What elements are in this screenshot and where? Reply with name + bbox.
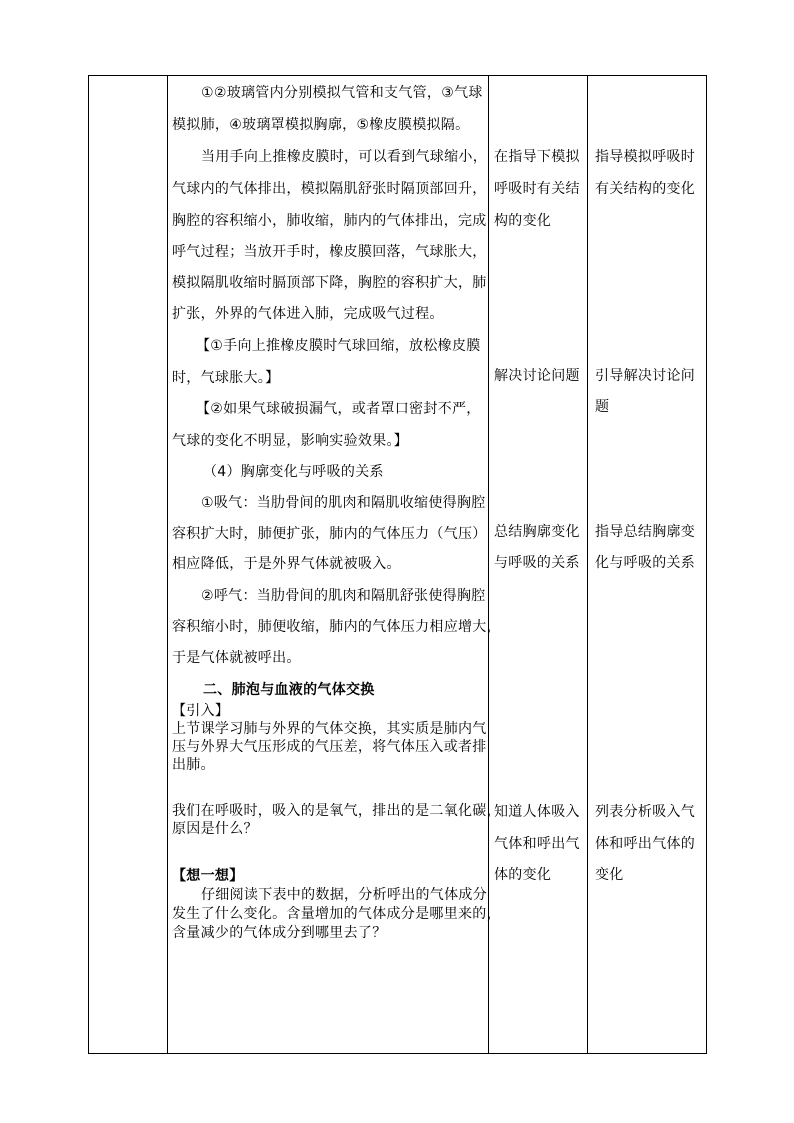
content-line: 模拟隔肌收缩时膈顶部下降，胸腔的容积扩大，肺 (172, 275, 487, 291)
question-line: 我们在呼吸时，吸入的是氧气，排出的是二氧化碳， (172, 803, 501, 819)
teacher-note-line: 列表分析吸入气 (595, 804, 696, 820)
content-line: ①吸气：当肋骨间的肌肉和隔肌收缩使得胸腔 (201, 495, 486, 511)
think-tag: 【想一想】 (172, 868, 244, 884)
intro-line: 压与外界大气压形成的气压差，将气体压入或者排 (172, 739, 487, 755)
content-line: 容积缩小时，肺便收缩，肺内的气体压力相应增大， (172, 619, 501, 635)
teacher-note-line: 指导模拟呼吸时 (595, 149, 696, 165)
student-activity-line: 与呼吸的关系 (494, 555, 580, 571)
content-line: ①②玻璃管内分别模拟气管和支气管，③气球 (201, 85, 483, 101)
student-activity-line: 在指导下模拟 (494, 149, 580, 165)
content-line: 气球内的气体排出，模拟隔肌舒张时隔顶部回升， (172, 181, 487, 197)
intro-line: 出肺。 (172, 757, 215, 773)
content-line: 胸腔的容积缩小，肺收缩，肺内的气体排出，完成 (172, 213, 487, 229)
content-line: 相应降低，于是外界气体就被吸入。 (172, 556, 401, 572)
teacher-note-line: 变化 (595, 867, 624, 883)
content-line: 呼气过程；当放开手时，橡皮膜回落，气球胀大， (172, 244, 487, 260)
content-line: 于是气体就被呼出。 (172, 650, 301, 666)
content-line: 时，气球胀大。】 (172, 370, 280, 386)
student-activity-line: 总结胸廓变化 (494, 524, 580, 540)
table-right-border (706, 75, 707, 1054)
think-line: 仔细阅读下表中的数据，分析呼出的气体成分 (201, 887, 487, 903)
content-line: 气球的变化不明显，影响实验效果。】 (172, 433, 409, 449)
content-line: 当用手向上推橡皮膜时，可以看到气球缩小， (201, 149, 487, 165)
think-line: 含量减少的气体成分到哪里去了？ (172, 925, 387, 941)
think-line: 发生了什么变化。含量增加的气体成分是哪里来的， (172, 906, 501, 922)
table-bottom-border (88, 1053, 707, 1054)
teacher-note-line: 引导解决讨论问 (595, 368, 696, 384)
teacher-note-line: 题 (595, 399, 610, 415)
content-line: 【②如果气球破损漏气，或者罩口密封不严， (196, 401, 481, 417)
content-line: 模拟肺，④玻璃罩模拟胸廓，⑤橡皮膜模拟隔。 (172, 117, 470, 133)
section-subheading: （4）胸廓变化与呼吸的关系 (203, 464, 384, 480)
content-line: 【①手向上推橡皮膜时气球回缩，放松橡皮膜 (196, 338, 481, 354)
student-activity-line: 知道人体吸入 (494, 804, 580, 820)
content-line: 容积扩大时，肺便扩张，肺内的气体压力（气压） (172, 526, 487, 542)
table-left-border (88, 75, 89, 1054)
student-activity-line: 构的变化 (494, 213, 552, 229)
column-divider-1 (167, 75, 168, 1054)
teacher-note-line: 有关结构的变化 (595, 181, 696, 197)
student-activity-line: 气体和呼出气 (494, 836, 580, 852)
intro-tag: 【引入】 (172, 703, 230, 719)
teacher-note-line: 体和呼出气体的 (595, 836, 696, 852)
content-line: ②呼气：当肋骨间的肌肉和隔肌舒张使得胸腔 (201, 588, 486, 604)
teacher-note-line: 化与呼吸的关系 (595, 555, 696, 571)
table-top-border (88, 75, 707, 76)
student-activity-line: 体的变化 (494, 867, 552, 883)
content-line: 扩张，外界的气体进入肺，完成吸气过程。 (172, 306, 444, 322)
section-heading: 二、肺泡与血液的气体交换 (203, 682, 375, 698)
teacher-note-line: 指导总结胸廓变 (595, 524, 696, 540)
student-activity-line: 呼吸时有关结 (494, 181, 580, 197)
column-divider-3 (587, 75, 588, 1054)
question-line: 原因是什么？ (172, 821, 258, 837)
student-activity-line: 解决讨论问题 (494, 368, 580, 384)
intro-line: 上节课学习肺与外界的气体交换，其实质是肺内气 (172, 721, 487, 737)
